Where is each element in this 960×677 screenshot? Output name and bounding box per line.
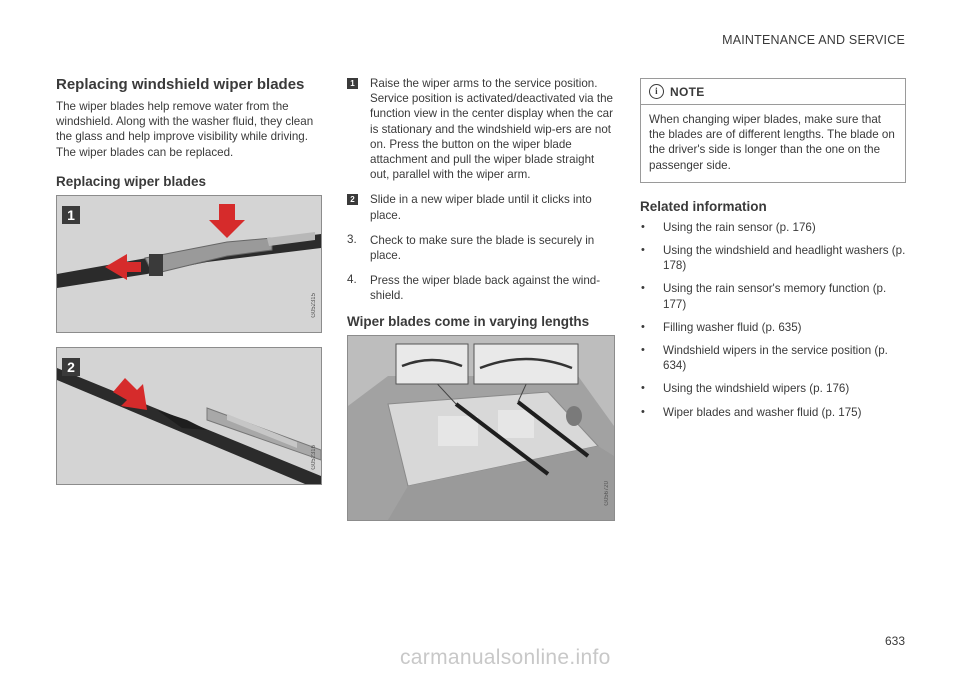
note-box: [640, 78, 906, 183]
note-header: [641, 79, 905, 105]
watermark: carmanualsonline.info: [400, 646, 611, 669]
step-item: [347, 233, 615, 263]
step-marker-box: 1: [347, 78, 358, 89]
wiper-insert-illustration: [57, 348, 321, 484]
figure-code: G052316: [311, 445, 317, 470]
note-body: [641, 105, 905, 182]
page-title: Replacing windshield wiper blades: [56, 76, 305, 93]
step-item: [347, 273, 615, 303]
related-link[interactable]: • Using the rain sensor's memory function (p. 177): [640, 281, 906, 311]
figure-blade-lengths: [347, 335, 615, 521]
step-text: Raise the wiper arms to the service position. Service position is activated/deactivated via the function view in the center display when the car is stationary and the windshield wip-ers are not on. Press the button on the wiper blade attachment and pull the wiper blade straight out, parallel with the wiper arm.: [370, 77, 613, 182]
info-icon: i: [649, 84, 664, 99]
car-windshield-illustration: [348, 336, 614, 520]
related-link[interactable]: • Using the rain sensor (p. 176): [640, 220, 906, 235]
related-information-title: Related information: [640, 198, 767, 214]
related-link[interactable]: • Filling washer fluid (p. 635): [640, 320, 906, 335]
figure-code: G052315: [311, 293, 317, 318]
figure-code: G056720: [604, 480, 610, 506]
column-2: [347, 76, 615, 521]
step-item: [347, 192, 615, 222]
step-text: Slide in a new wiper blade until it clicks into place.: [370, 193, 592, 222]
subtitle-varying-lengths: Wiper blades come in varying lengths: [347, 313, 590, 329]
step-marker-number: 3.: [347, 232, 357, 246]
step-text: Check to make sure the blade is securely in place.: [370, 233, 595, 263]
wiper-release-illustration: [57, 196, 321, 332]
figure-badge: 2: [62, 358, 80, 376]
figure-badge: 1: [62, 206, 80, 224]
figure-step-2: [56, 347, 322, 485]
related-link[interactable]: • Using the windshield wipers (p. 176): [640, 381, 906, 396]
note-label: NOTE: [670, 84, 705, 99]
note-text: When changing wiper blades, make sure that the blades are of different lengths. The blade on the driver's side is longer than the one on the passenger side.: [649, 113, 895, 172]
running-header: MAINTENANCE AND SERVICE: [722, 33, 905, 47]
step-marker-box: 2: [347, 194, 358, 205]
step-marker-number: 4.: [347, 273, 357, 287]
related-link[interactable]: • Using the windshield and headlight washers (p. 178): [640, 243, 906, 273]
subtitle-replacing-blades: Replacing wiper blades: [56, 173, 207, 189]
step-text: Press the wiper blade back against the wind-shield.: [370, 274, 601, 303]
column-1: [56, 76, 322, 485]
column-3: [640, 76, 906, 428]
intro-paragraph: The wiper blades help remove water from the windshield. Along with the washer fluid, they clean the glass and help improve visibility while driving. The wiper blades can be replaced.: [56, 100, 314, 159]
figure-step-1: [56, 195, 322, 333]
related-link[interactable]: • Wiper blades and washer fluid (p. 175): [640, 405, 906, 420]
procedure-steps: [347, 76, 615, 304]
step-item: [347, 76, 615, 182]
related-links: [640, 220, 906, 420]
page-number: 633: [884, 634, 905, 648]
related-link[interactable]: • Windshield wipers in the service position (p. 634): [640, 343, 906, 373]
